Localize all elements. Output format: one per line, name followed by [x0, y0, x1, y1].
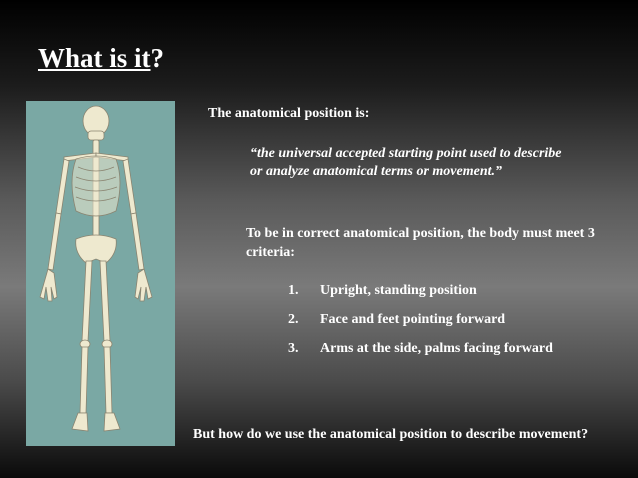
slide-title-punct: ?	[150, 43, 165, 73]
criteria-intro: To be in correct anatomical position, the body must meet 3 criteria:	[246, 226, 595, 260]
closing-question: But how do we use the anatomical position to describe movement?	[193, 427, 589, 442]
list-item-number: 3.	[288, 341, 299, 356]
list-item-text: Face and feet pointing forward	[320, 312, 506, 327]
list-item	[288, 282, 553, 311]
skeleton-icon	[26, 101, 175, 446]
list-item-text: Arms at the side, palms facing forward	[320, 341, 553, 356]
slide-title	[38, 42, 164, 74]
list-item	[288, 311, 553, 340]
list-item	[288, 340, 553, 369]
list-item-number: 1.	[288, 283, 299, 298]
slide-title-main: What is it	[38, 43, 151, 73]
criteria-list	[288, 282, 553, 369]
intro-text: The anatomical position is:	[208, 106, 370, 121]
definition-quote: “the universal accepted starting point used to describe or analyze anatomical terms or movement.”	[250, 146, 562, 179]
skeleton-image	[26, 101, 175, 446]
list-item-text: Upright, standing position	[320, 283, 477, 298]
list-item-number: 2.	[288, 312, 299, 327]
